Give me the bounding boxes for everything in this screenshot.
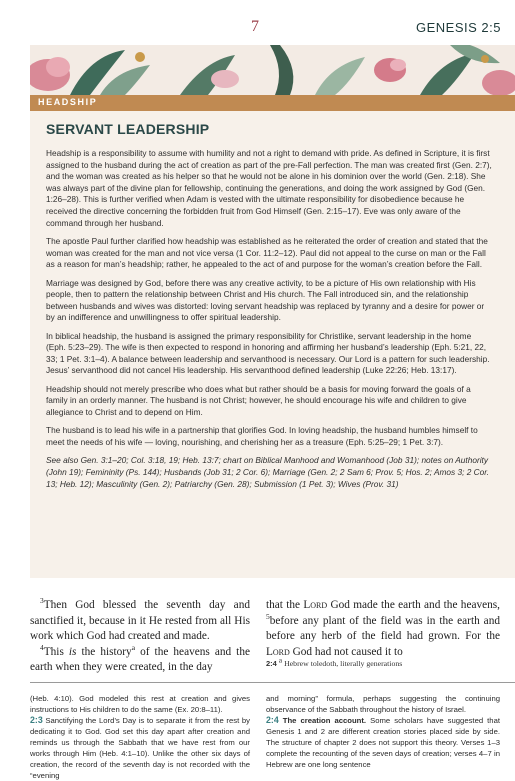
commentary-column-left xyxy=(30,693,250,781)
footnote-text: Hebrew toledoth, literally generations xyxy=(282,659,403,668)
feature-paragraph: In biblical headship, the husband is assigned the primary responsibility for Christlike, servant leadership in the home (Eph. 5:23–29). The wife is then expected to respond in honoring and affirming her husband’s leadership (Eph. 5:21, 22, 33; 1 Pet. 3:1–4). A balance between leadership and servanthood is necessary. Our Lord is a pattern for such leadership. Jesus’ servanthood did not cancel His leadership. His servanthood defined leadership (Luke 22:26; Heb. 13:17). xyxy=(46,330,490,376)
verse-3 xyxy=(30,598,250,645)
feature-title: SERVANT LEADERSHIP xyxy=(46,121,210,137)
footnote-marker[interactable]: a xyxy=(131,643,136,653)
verse-text: This xyxy=(43,645,69,658)
commentary-note-2-3 xyxy=(30,715,250,781)
scripture-column-left xyxy=(30,598,250,676)
italic-word: is xyxy=(68,645,77,658)
commentary-column-right xyxy=(266,693,500,770)
feature-label: HEADSHIP xyxy=(38,97,98,107)
commentary-text: and morning” formula, perhaps suggesting the continuing observance of the Sabbath throughout the history of Israel. xyxy=(266,694,500,714)
feature-paragraph: Marriage was designed by God, before there was any creative activity, to be a picture of His own relationship with His people, then to pattern the relationship between Christ and His church. The Fall introduced sin, and the relationship between husbands and wives was distorted: loving servant headship was replaced by tyranny and a desire for power or by an indifference and unwillingness to offer spiritual leadership. xyxy=(46,277,485,323)
commentary-text: (Heb. 4:10). God modeled this rest at creation and gives instructions to His children to do the same (Ex. 20:8–11). xyxy=(30,694,250,714)
verse-text: God made the earth and the heavens, xyxy=(327,599,500,611)
note-title: The creation account. xyxy=(278,716,367,725)
commentary-text: Sanctifying the Lord’s Day is to separate it from the rest by dedicating it to God. God set this day apart after creation and reminds us through the Sabbath that we have rest from our works through Him (Heb. 4:1–10). Unlike the other six days of creation, the record of the seventh day is not recorded with the “evening xyxy=(30,716,250,780)
see-also: See also Gen. 3:1–20; Col. 3:18, 19; Heb. 13:7; chart on Biblical Manhood and Womanhood (Job 31); notes on Authority (John 19); Femininity (Ps. 144); Husbands (Job 31; 2 Cor. 6); Marriage (Gen. 2; 2 Sam 6; Prov. 5; Hos. 2; Amos 3; 2 Cor. 13; Heb. 12); Masculinity (Gen. 2); Patriarchy (Gen. 28); Submission (1 Pet. 3); Wives (Prov. 31) xyxy=(46,455,489,489)
scripture-column-right xyxy=(266,598,500,660)
commentary-note-2-4 xyxy=(266,715,500,770)
divider xyxy=(30,682,515,683)
floral-illustration xyxy=(30,45,515,95)
footnote-mark: a xyxy=(278,655,283,665)
verse-text: God had not caused it to xyxy=(289,645,403,658)
feature-paragraph: Headship is a responsibility to assume with humility and not a right to demand with pride. As defined in Scripture, it is first assigned to the husband during the act of creation as part of the pre-Fall perfection. The man was created first (Gen. 2:7), and the woman was created as his helper so that he would not be alone in his dominion over the world (Gen. 2:18). She was always part of the divine plan for fellowship, continuing the generations, and doing the work assigned by God (Gen. 1:26–28). This is further verified when Adam is vested with the ultimate responsibility for disobedience because he received the directive concerning the forbidden fruit from God Himself (Gen. 2:15–17). Eve was only aware of the command through her husband. xyxy=(46,148,492,228)
divine-name: Lord xyxy=(266,645,290,658)
footnote xyxy=(266,655,500,668)
verse-text: the history xyxy=(76,645,132,658)
feature-paragraph: The apostle Paul further clarified how headship was established as he reiterated the order of creation and stated that the woman was created for the man and not vice versa (1 Cor. 11:2–12). Paul did not appeal to the curse on man or the Fall as a reason for man’s headship; rather, he appealed to the act of and purpose for the woman’s creation before the Fall. xyxy=(46,235,488,270)
feature-paragraph: The husband is to lead his wife in a partnership that glorifies God. In loving headship, the husband humbles himself to meet the needs of his wife — loving, nourishing, and cherishing her as a treasure (Eph. 5:25–29; 1 Pet. 3:7). xyxy=(46,425,478,448)
divine-name: Lord xyxy=(303,599,328,611)
verse-text: that the xyxy=(266,599,304,611)
running-head: GENESIS 2:5 xyxy=(416,20,501,35)
feature-body xyxy=(46,148,492,497)
verse-text: Then God blessed the seventh day and sanctified it, because in it He rested from all His work which God had created and made. xyxy=(30,599,250,643)
verse-number: 3 xyxy=(40,596,44,606)
verse-number: 5 xyxy=(266,611,270,621)
commentary-text: Some scholars have suggested that Genesis 1 and 2 are different creation stories placed side by side. The structure of chapter 2 does not support this theory. Verses 1–3 complete the recounting of the seven days of creation; verses 4–7 in Hebrew are one long sentence xyxy=(266,716,500,769)
verse-reference: 2:4 xyxy=(266,715,279,725)
verse-4-5 xyxy=(266,598,500,660)
feature-label-bar xyxy=(30,95,515,111)
verse-text: of the heavens and the earth when they were created, in the day xyxy=(30,645,250,674)
verse-4 xyxy=(30,645,250,676)
floral-banner xyxy=(30,45,515,95)
feature-paragraph: Headship should not merely prescribe who does what but rather should be a basis for moving forward the goals of a family in an orderly manner. The husband is not Christ; however, he should encourage his wife and children to give allegiance to Christ and to depend on Him. xyxy=(46,383,471,418)
verse-number: 4 xyxy=(40,643,44,653)
page-number: 7 xyxy=(251,18,259,35)
verse-text: before any plant of the field was in the earth and before any herb of the field had grown. For the xyxy=(266,614,500,643)
footnote-ref: 2:4 xyxy=(266,659,277,668)
verse-reference: 2:3 xyxy=(30,715,43,725)
